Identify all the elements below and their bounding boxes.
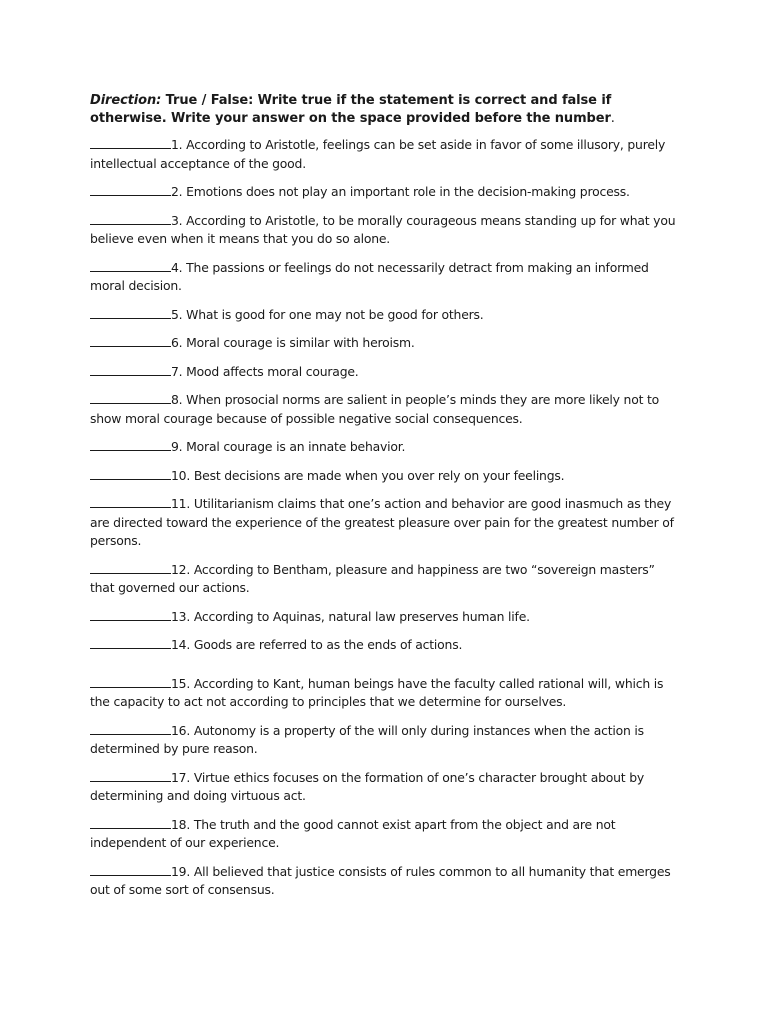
answer-blank[interactable] bbox=[90, 306, 171, 319]
answer-blank[interactable] bbox=[90, 495, 171, 508]
question-number: 9. bbox=[171, 439, 183, 454]
question-text: What is good for one may not be good for others. bbox=[182, 306, 484, 322]
question-number: 18. bbox=[171, 816, 191, 832]
question-number: 2. bbox=[171, 184, 183, 199]
question-text: Best decisions are made when you over rely on your feelings. bbox=[190, 467, 565, 483]
question-item bbox=[90, 259, 682, 296]
answer-blank[interactable] bbox=[90, 391, 171, 404]
question-item bbox=[90, 495, 682, 551]
question-number: 15. bbox=[171, 675, 191, 691]
question-text: Goods are referred to as the ends of actions. bbox=[190, 637, 463, 652]
answer-blank[interactable] bbox=[90, 334, 171, 347]
question-text: All believed that justice consists of rules common to all humanity that emerges out of some sort of consensus. bbox=[90, 863, 671, 897]
question-item bbox=[90, 467, 682, 486]
question-item bbox=[90, 636, 682, 655]
question-item bbox=[90, 212, 682, 249]
question-text: Utilitarianism claims that one’s action and behavior are good inasmuch as they are directed toward the experience of the greatest pleasure over pain for the greatest number of persons. bbox=[90, 496, 674, 548]
question-item bbox=[90, 391, 682, 428]
question-number: 13. bbox=[171, 608, 191, 624]
question-item bbox=[90, 334, 682, 353]
answer-blank[interactable] bbox=[90, 636, 171, 649]
answer-blank[interactable] bbox=[90, 816, 171, 829]
question-number: 10. bbox=[171, 467, 191, 483]
answer-blank[interactable] bbox=[90, 136, 171, 149]
question-number: 7. bbox=[171, 363, 183, 379]
answer-blank[interactable] bbox=[90, 561, 171, 574]
question-text: The truth and the good cannot exist apart from the object and are not independent of our experience. bbox=[90, 816, 616, 850]
answer-blank[interactable] bbox=[90, 438, 171, 451]
question-number: 4. bbox=[171, 259, 183, 275]
question-text: When prosocial norms are salient in people’s minds they are more likely not to show moral courage because of possible negative social consequences. bbox=[90, 392, 660, 426]
question-number: 14. bbox=[171, 637, 191, 652]
question-number: 5. bbox=[171, 306, 183, 322]
question-number: 8. bbox=[171, 392, 183, 407]
answer-blank[interactable] bbox=[90, 183, 171, 196]
question-number: 12. bbox=[171, 561, 191, 577]
question-text: Virtue ethics focuses on the formation of one’s character brought about by determining and doing virtuous act. bbox=[90, 769, 644, 803]
direction-instructions bbox=[90, 92, 682, 128]
direction-text: True / False: Write true if the statement is correct and false if otherwise. Write your answer on the space provided before the number bbox=[90, 93, 612, 126]
question-number: 3. bbox=[171, 212, 183, 228]
question-text: The passions or feelings do not necessarily detract from making an informed moral decision. bbox=[90, 259, 649, 293]
question-item bbox=[90, 363, 682, 382]
question-number: 17. bbox=[171, 769, 191, 785]
question-text: Mood affects moral courage. bbox=[182, 363, 359, 379]
question-number: 11. bbox=[171, 496, 191, 511]
answer-blank[interactable] bbox=[90, 863, 171, 876]
answer-blank[interactable] bbox=[90, 212, 171, 225]
question-item bbox=[90, 722, 682, 759]
question-number: 19. bbox=[171, 863, 191, 879]
answer-blank[interactable] bbox=[90, 608, 171, 621]
question-text: According to Bentham, pleasure and happiness are two “sovereign masters” that governed our actions. bbox=[90, 561, 655, 595]
direction-label: Direction: bbox=[90, 93, 162, 108]
question-text: Autonomy is a property of the will only during instances when the action is determined by pure reason. bbox=[90, 722, 644, 756]
question-text: According to Aristotle, to be morally courageous means standing up for what you believe even when it means that you do so alone. bbox=[90, 212, 676, 246]
answer-blank[interactable] bbox=[90, 769, 171, 782]
direction-period: . bbox=[610, 111, 615, 126]
question-item bbox=[90, 816, 682, 853]
question-number: 6. bbox=[171, 335, 183, 350]
question-number: 1. bbox=[171, 137, 183, 152]
answer-blank[interactable] bbox=[90, 259, 171, 272]
question-item bbox=[90, 306, 682, 325]
question-item bbox=[90, 183, 682, 202]
question-item bbox=[90, 438, 682, 457]
answer-blank[interactable] bbox=[90, 722, 171, 735]
answer-blank[interactable] bbox=[90, 675, 171, 688]
question-text: Moral courage is similar with heroism. bbox=[182, 335, 415, 350]
question-item bbox=[90, 561, 682, 598]
question-text: Emotions does not play an important role in the decision-making process. bbox=[182, 184, 630, 199]
question-item bbox=[90, 675, 682, 712]
question-number: 16. bbox=[171, 722, 191, 738]
question-item bbox=[90, 769, 682, 806]
question-item bbox=[90, 863, 682, 900]
question-text: According to Kant, human beings have the faculty called rational will, which is the capacity to act not according to principles that we determine for ourselves. bbox=[90, 675, 664, 709]
question-item bbox=[90, 136, 682, 173]
worksheet-page bbox=[90, 92, 682, 910]
answer-blank[interactable] bbox=[90, 363, 171, 376]
question-text: According to Aquinas, natural law preserves human life. bbox=[190, 608, 530, 624]
question-text: Moral courage is an innate behavior. bbox=[182, 439, 406, 454]
answer-blank[interactable] bbox=[90, 467, 171, 480]
question-item bbox=[90, 608, 682, 627]
question-list bbox=[90, 136, 682, 900]
question-text: According to Aristotle, feelings can be set aside in favor of some illusory, purely intellectual acceptance of the good. bbox=[90, 137, 666, 171]
